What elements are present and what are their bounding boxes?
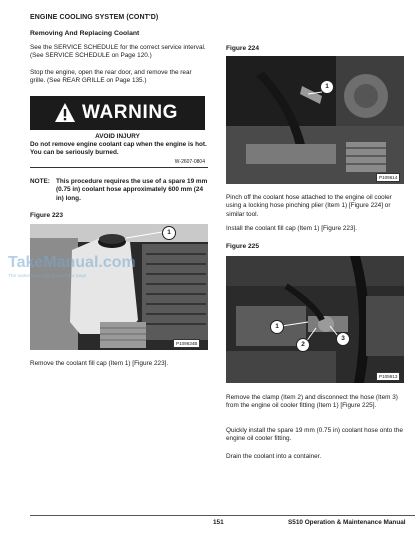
pinch-hose-paragraph: Pinch off the coolant hose attached to the engine oil cooler using a locking hose pinching plier (Item 1) [Figure 224] or similar tool. bbox=[226, 194, 392, 218]
figure-223-label: Figure 223 bbox=[30, 212, 63, 219]
figure-223-code: P109634B bbox=[173, 339, 200, 348]
install-spare-hose-paragraph: Quickly install the spare 19 mm (0.75 in) coolant hose onto the engine oil cooler fitting. bbox=[226, 427, 403, 443]
figure-224-label: Figure 224 bbox=[226, 45, 259, 52]
figure-225-callout-2: 2 bbox=[296, 338, 310, 352]
figure-223-photo bbox=[30, 224, 208, 350]
warning-code: W-2607-0804 bbox=[174, 159, 205, 165]
figure-225-callout-3: 3 bbox=[336, 332, 350, 346]
page-number: 151 bbox=[213, 519, 224, 526]
manual-title: S510 Operation & Maintenance Manual bbox=[288, 519, 406, 526]
figure-225-code: P109613 bbox=[376, 372, 400, 381]
remove-clamp-paragraph: Remove the clamp (Item 2) and disconnect the hose (Item 3) from the engine oil cooler fitting (Item 1) [Figure 225]. bbox=[226, 394, 398, 410]
stop-engine-paragraph: Stop the engine, open the rear door, and remove the rear grille. (See REAR GRILLE on Page 135.) bbox=[30, 69, 192, 85]
warning-divider bbox=[30, 167, 208, 168]
install-cap-paragraph: Install the coolant fill cap (Item 1) [Figure 223]. bbox=[226, 225, 358, 232]
warning-text: Do not remove engine coolant cap when the engine is hot. You can be seriously burned. bbox=[30, 141, 207, 157]
note-text: This procedure requires the use of a spare 19 mm (0.75 in) coolant hose approximately 600 mm (24 in) long. bbox=[56, 178, 208, 202]
figure-225-callout-1: 1 bbox=[270, 320, 284, 334]
watermark-tagline: The watermark only on preview page bbox=[8, 274, 87, 279]
drain-coolant-paragraph: Drain the coolant into a container. bbox=[226, 453, 322, 460]
warning-banner bbox=[30, 96, 205, 130]
warning-subtitle: AVOID INJURY bbox=[95, 133, 140, 140]
figure-224-photo bbox=[226, 56, 404, 184]
hose-pinch-illustration bbox=[226, 56, 404, 184]
service-schedule-paragraph: See the SERVICE SCHEDULE for the correct service interval. (See SERVICE SCHEDULE on Page 120.) bbox=[30, 44, 206, 60]
coolant-tank-illustration bbox=[30, 224, 208, 350]
section-title: ENGINE COOLING SYSTEM (CONT'D) bbox=[30, 14, 159, 21]
remove-fill-cap-paragraph: Remove the coolant fill cap (Item 1) [Figure 223]. bbox=[30, 360, 169, 367]
oil-cooler-fitting-illustration bbox=[226, 256, 404, 383]
figure-223-callout-1: 1 bbox=[162, 226, 176, 240]
warning-label: WARNING bbox=[82, 102, 179, 123]
figure-224-callout-1: 1 bbox=[320, 80, 334, 94]
figure-225-photo bbox=[226, 256, 404, 383]
figure-225-label: Figure 225 bbox=[226, 243, 259, 250]
warning-triangle-icon bbox=[54, 102, 76, 123]
watermark-brand: TakeManual.com bbox=[8, 254, 136, 271]
figure-224-code: P109614 bbox=[376, 173, 400, 182]
subheading: Removing And Replacing Coolant bbox=[30, 30, 140, 37]
note-label: NOTE: bbox=[30, 178, 50, 185]
footer-rule bbox=[30, 515, 415, 516]
